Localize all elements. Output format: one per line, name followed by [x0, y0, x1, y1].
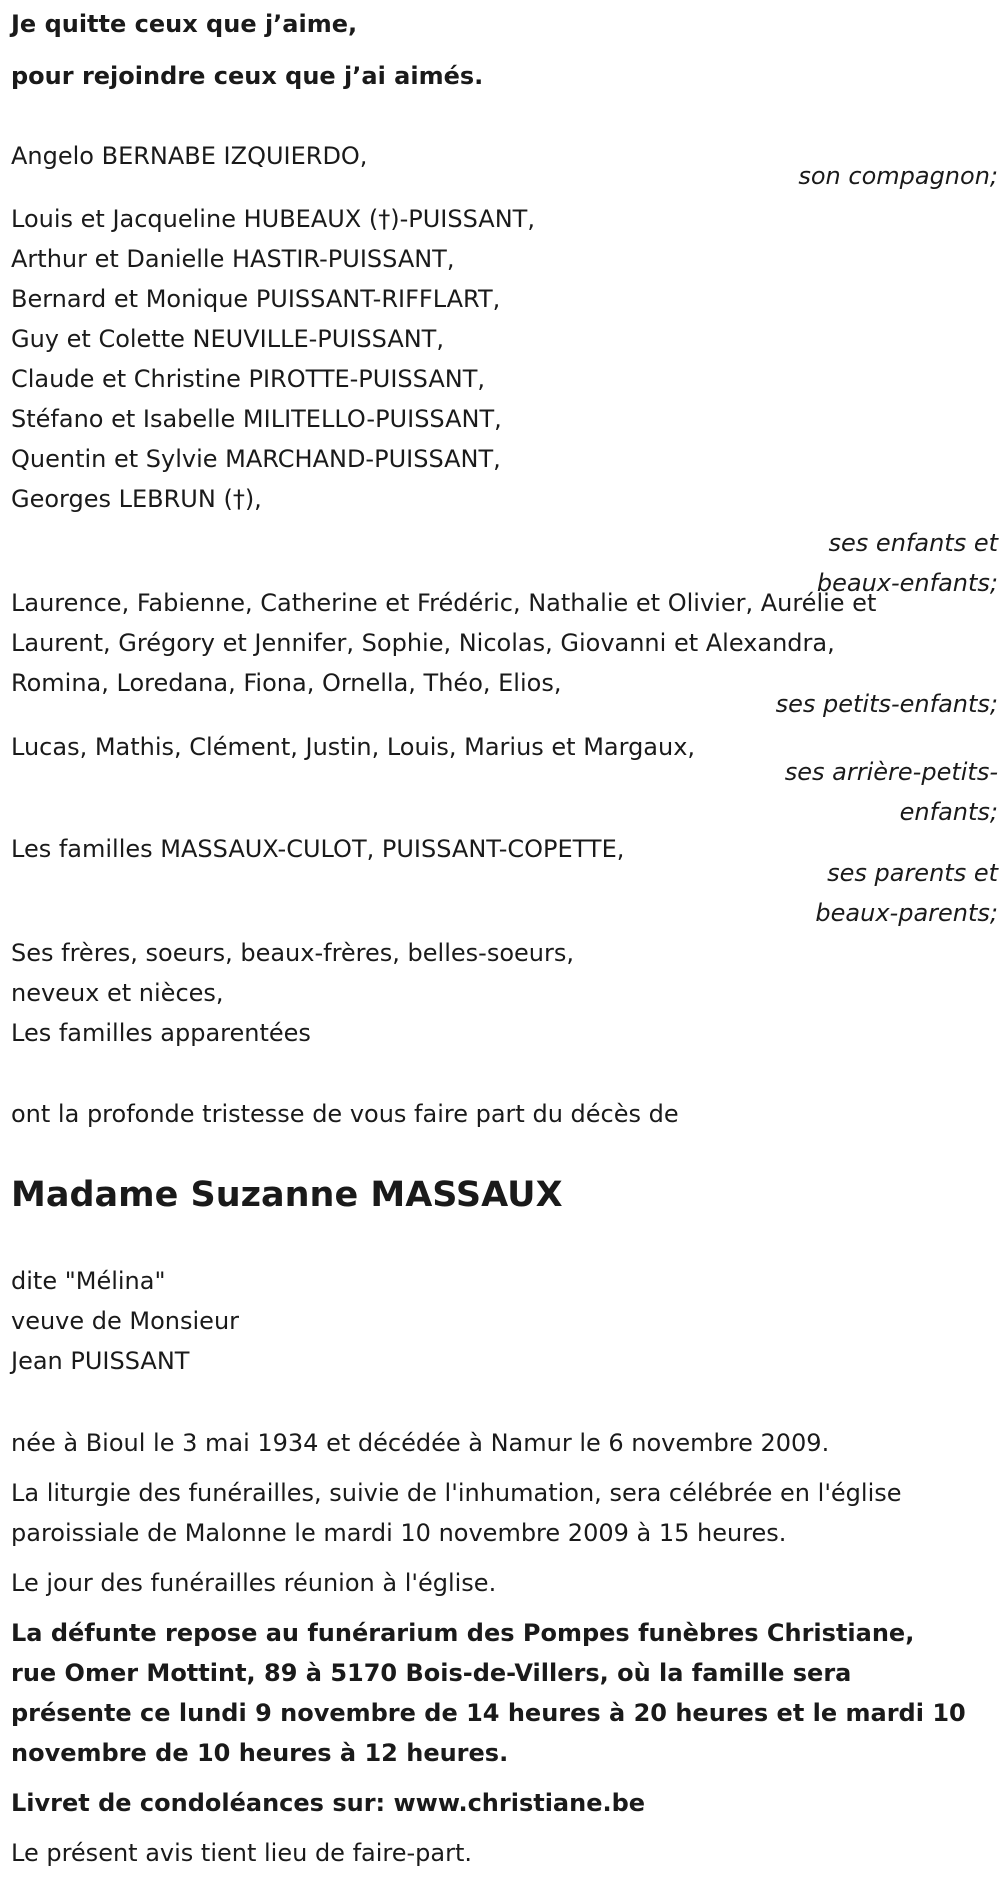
- parents-line: Les familles MASSAUX-CULOT, PUISSANT-COPETTE,: [11, 835, 625, 863]
- deceased-title: Madame Suzanne MASSAUX: [11, 1175, 563, 1215]
- deceased-detail-line: veuve de Monsieur: [11, 1307, 240, 1335]
- notice: [11, 1833, 998, 1873]
- child-line: Quentin et Sylvie MARCHAND-PUISSANT,: [11, 445, 501, 473]
- funerarium-line: La défunte repose au funérarium des Pompes funèbres Christiane,: [11, 1619, 915, 1647]
- companion-name: Angelo BERNABE IZQUIERDO,: [11, 142, 368, 170]
- announcement: [11, 1094, 998, 1134]
- child-line: Arthur et Danielle HASTIR-PUISSANT,: [11, 245, 455, 273]
- funerarium-line: novembre de 10 heures à 12 heures.: [11, 1739, 509, 1767]
- epigraph-line: pour rejoindre ceux que j’ai aimés.: [11, 62, 484, 90]
- notice-text: Le présent avis tient lieu de faire-part.: [11, 1839, 473, 1867]
- child-line: Georges LEBRUN (†),: [11, 485, 262, 513]
- great-grandchildren-section: [11, 727, 998, 826]
- grandchildren-role: ses petits-enfants;: [775, 690, 998, 718]
- children-section: [11, 199, 998, 597]
- great-grandchildren-line: Lucas, Mathis, Clément, Justin, Louis, Marius et Margaux,: [11, 733, 696, 761]
- companion-section: [11, 136, 998, 190]
- condolences-text: Livret de condoléances sur: www.christiane.be: [11, 1789, 646, 1817]
- child-line: Guy et Colette NEUVILLE-PUISSANT,: [11, 325, 444, 353]
- announcement-text: ont la profonde tristesse de vous faire part du décès de: [11, 1100, 679, 1128]
- condolences: [11, 1783, 998, 1823]
- epigraph-line: Je quitte ceux que j’aime,: [11, 10, 358, 38]
- parents-role: ses parents et: [827, 859, 998, 887]
- parents-section: [11, 829, 998, 927]
- gathering-text: Le jour des funérailles réunion à l'église.: [11, 1569, 497, 1597]
- liturgy: [11, 1473, 998, 1553]
- relatives-line: neveux et nièces,: [11, 979, 224, 1007]
- companion-role: son compagnon;: [798, 162, 998, 190]
- children-role: ses enfants et: [828, 529, 998, 557]
- epigraph: [11, 4, 998, 96]
- deceased-name: [11, 1170, 998, 1220]
- gathering: [11, 1563, 998, 1603]
- funerarium: [11, 1613, 998, 1773]
- relatives-line: Les familles apparentées: [11, 1019, 311, 1047]
- great-grandchildren-role: enfants;: [899, 798, 998, 826]
- grandchildren-line: Romina, Loredana, Fiona, Ornella, Théo, Elios,: [11, 669, 562, 697]
- child-line: Bernard et Monique PUISSANT-RIFFLART,: [11, 285, 501, 313]
- deceased-details: [11, 1261, 998, 1381]
- child-line: Louis et Jacqueline HUBEAUX (†)-PUISSANT,: [11, 205, 535, 233]
- grandchildren-line: Laurent, Grégory et Jennifer, Sophie, Nicolas, Giovanni et Alexandra,: [11, 629, 835, 657]
- funerarium-line: rue Omer Mottint, 89 à 5170 Bois-de-Villers, où la famille sera: [11, 1659, 852, 1687]
- great-grandchildren-role: ses arrière-petits-: [784, 758, 998, 786]
- relatives-line: Ses frères, soeurs, beaux-frères, belles-soeurs,: [11, 939, 574, 967]
- relatives-section: [11, 933, 998, 1053]
- liturgy-line: La liturgie des funérailles, suivie de l'inhumation, sera célébrée en l'église: [11, 1479, 902, 1507]
- parents-role: beaux-parents;: [815, 899, 998, 927]
- children-role: beaux-enfants;: [816, 569, 998, 597]
- deceased-detail-line: dite "Mélina": [11, 1267, 166, 1295]
- child-line: Stéfano et Isabelle MILITELLO-PUISSANT,: [11, 405, 502, 433]
- liturgy-line: paroissiale de Malonne le mardi 10 novembre 2009 à 15 heures.: [11, 1519, 787, 1547]
- grandchildren-line: Laurence, Fabienne, Catherine et Frédéric, Nathalie et Olivier, Aurélie et: [11, 589, 877, 617]
- deceased-detail-line: Jean PUISSANT: [11, 1347, 190, 1375]
- grandchildren-section: [11, 583, 998, 718]
- funerarium-line: présente ce lundi 9 novembre de 14 heures à 20 heures et le mardi 10: [11, 1699, 966, 1727]
- birth-death: [11, 1423, 998, 1463]
- child-line: Claude et Christine PIROTTE-PUISSANT,: [11, 365, 485, 393]
- birth-death-text: née à Bioul le 3 mai 1934 et décédée à Namur le 6 novembre 2009.: [11, 1429, 830, 1457]
